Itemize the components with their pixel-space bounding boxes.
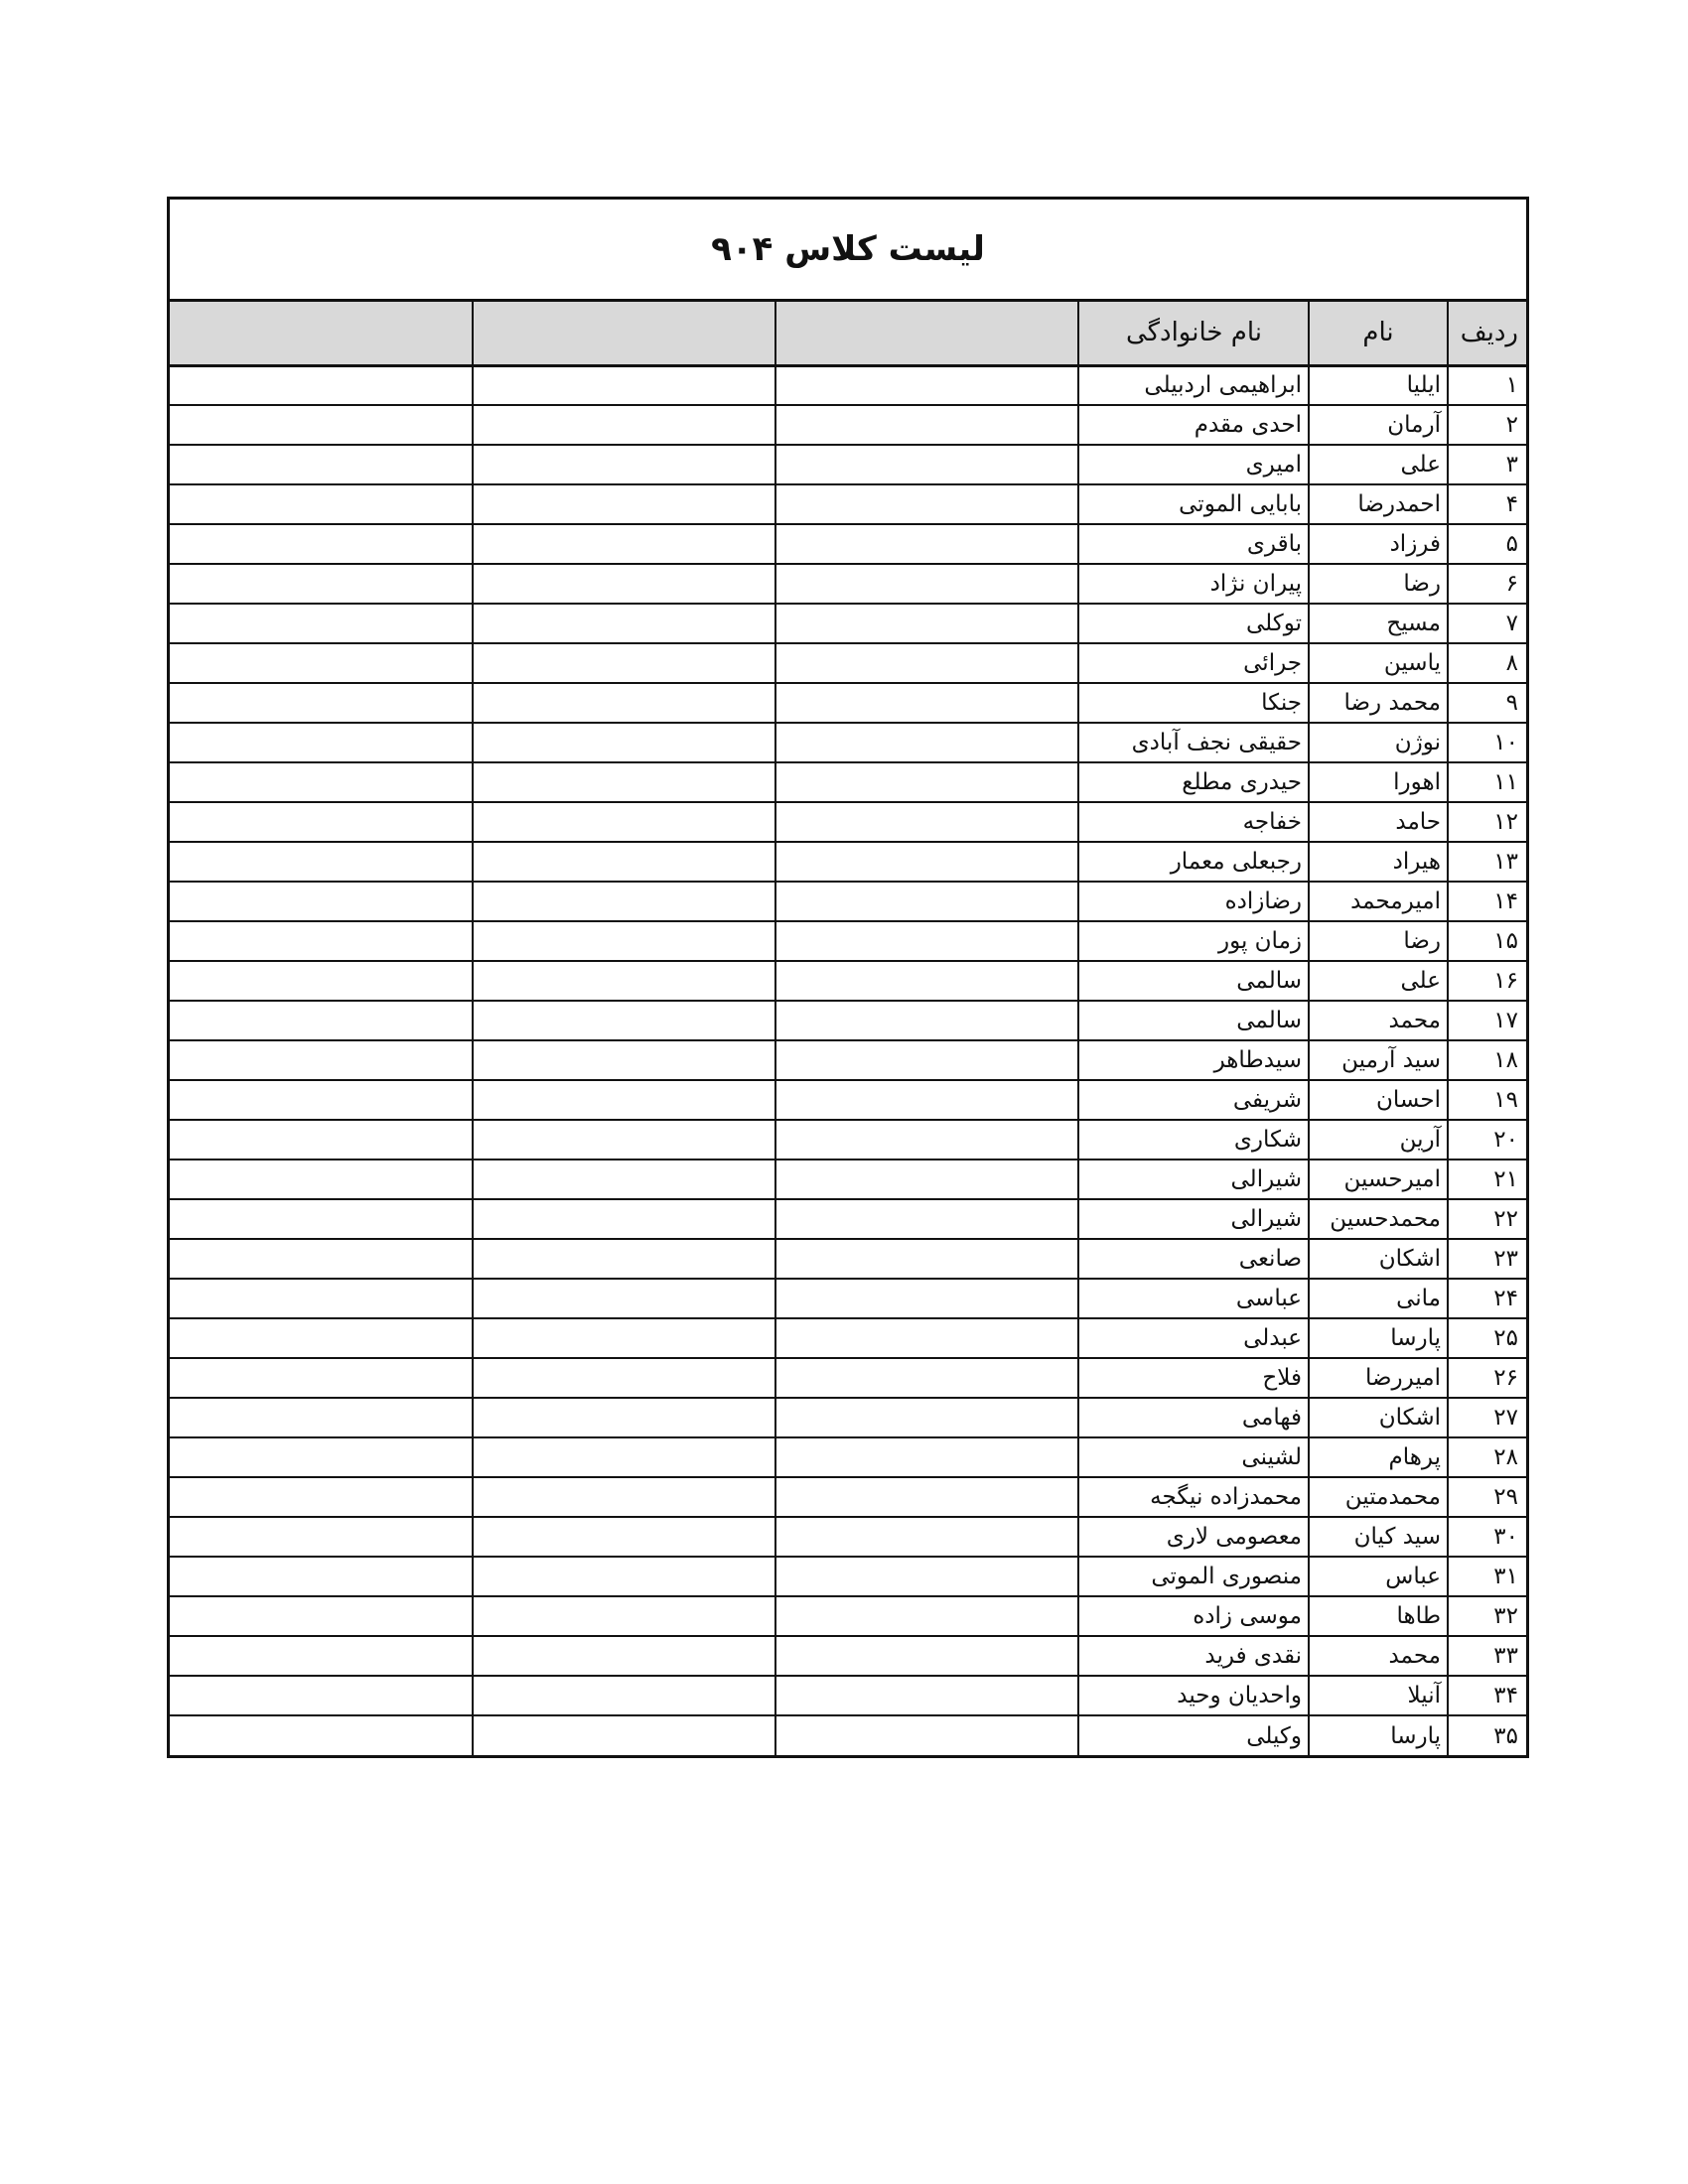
table-row [170, 1160, 1526, 1199]
last-name-cell: توکلی [1078, 604, 1309, 643]
empty-cell [775, 1358, 1078, 1398]
title-row [170, 200, 1526, 302]
empty-cell [473, 1160, 775, 1199]
empty-cell [473, 405, 775, 445]
last-name-cell: جنکا [1078, 683, 1309, 723]
roster-table [170, 302, 1526, 1755]
last-name-cell: موسی زاده [1078, 1596, 1309, 1636]
empty-cell [775, 1398, 1078, 1437]
first-name-cell: رضا [1309, 921, 1448, 961]
row-number-cell: ۱۱ [1448, 762, 1526, 802]
class-roster-sheet [167, 197, 1529, 1758]
first-name-cell: اشکان [1309, 1398, 1448, 1437]
empty-cell [473, 1358, 775, 1398]
table-row [170, 882, 1526, 921]
empty-cell [170, 564, 473, 604]
last-name-cell: شیرالی [1078, 1160, 1309, 1199]
header-row [170, 302, 1526, 365]
last-name-cell: زمان پور [1078, 921, 1309, 961]
first-name-cell: علی [1309, 445, 1448, 484]
table-row [170, 1715, 1526, 1755]
first-name-cell: ایلیا [1309, 365, 1448, 405]
row-number-cell: ۲۷ [1448, 1398, 1526, 1437]
empty-cell [775, 921, 1078, 961]
empty-cell [473, 1080, 775, 1120]
row-number-cell: ۱۲ [1448, 802, 1526, 842]
empty-cell [775, 1318, 1078, 1358]
table-row [170, 524, 1526, 564]
empty-cell [473, 1318, 775, 1358]
table-row [170, 1358, 1526, 1398]
table-row [170, 802, 1526, 842]
table-row [170, 1557, 1526, 1596]
table-row [170, 961, 1526, 1001]
empty-cell [473, 961, 775, 1001]
first-name-cell: آرمان [1309, 405, 1448, 445]
row-number-cell: ۱۹ [1448, 1080, 1526, 1120]
empty-cell [775, 802, 1078, 842]
empty-cell [775, 1477, 1078, 1517]
first-name-cell: امیرمحمد [1309, 882, 1448, 921]
empty-cell [775, 445, 1078, 484]
empty-cell [473, 1636, 775, 1676]
empty-cell [473, 1596, 775, 1636]
empty-cell [170, 802, 473, 842]
empty-cell [170, 484, 473, 524]
empty-cell [170, 1199, 473, 1239]
empty-cell [473, 802, 775, 842]
table-row [170, 1318, 1526, 1358]
empty-cell [473, 524, 775, 564]
last-name-cell: حقیقی نجف آبادی [1078, 723, 1309, 762]
table-row [170, 683, 1526, 723]
empty-cell [170, 1596, 473, 1636]
empty-cell [170, 1040, 473, 1080]
column-header-number: ردیف [1448, 302, 1526, 365]
empty-cell [473, 723, 775, 762]
first-name-cell: اشکان [1309, 1239, 1448, 1279]
empty-cell [170, 1120, 473, 1160]
empty-cell [775, 882, 1078, 921]
row-number-cell: ۷ [1448, 604, 1526, 643]
first-name-cell: اهورا [1309, 762, 1448, 802]
empty-cell [775, 484, 1078, 524]
last-name-cell: ابراهیمی اردبیلی [1078, 365, 1309, 405]
first-name-cell: پارسا [1309, 1318, 1448, 1358]
empty-cell [170, 723, 473, 762]
empty-cell [473, 564, 775, 604]
last-name-cell: سالمی [1078, 961, 1309, 1001]
row-number-cell: ۲۱ [1448, 1160, 1526, 1199]
empty-cell [775, 405, 1078, 445]
empty-cell [775, 1160, 1078, 1199]
empty-cell [170, 1557, 473, 1596]
empty-cell [170, 1279, 473, 1318]
first-name-cell: امیررضا [1309, 1358, 1448, 1398]
empty-cell [473, 1239, 775, 1279]
row-number-cell: ۳ [1448, 445, 1526, 484]
empty-cell [473, 1676, 775, 1715]
last-name-cell: سیدطاهر [1078, 1040, 1309, 1080]
empty-cell [473, 1715, 775, 1755]
first-name-cell: عباس [1309, 1557, 1448, 1596]
empty-cell [473, 1437, 775, 1477]
empty-cell [775, 1596, 1078, 1636]
empty-cell [775, 961, 1078, 1001]
table-row [170, 1398, 1526, 1437]
last-name-cell: باقری [1078, 524, 1309, 564]
row-number-cell: ۳۴ [1448, 1676, 1526, 1715]
row-number-cell: ۲ [1448, 405, 1526, 445]
empty-cell [775, 365, 1078, 405]
last-name-cell: واحدیان وحید [1078, 1676, 1309, 1715]
empty-cell [775, 1239, 1078, 1279]
empty-cell [170, 1080, 473, 1120]
column-header-extra-1 [775, 302, 1078, 365]
empty-cell [473, 921, 775, 961]
first-name-cell: احمدرضا [1309, 484, 1448, 524]
last-name-cell: وکیلی [1078, 1715, 1309, 1755]
empty-cell [775, 1120, 1078, 1160]
empty-cell [170, 1160, 473, 1199]
row-number-cell: ۲۶ [1448, 1358, 1526, 1398]
first-name-cell: مسیح [1309, 604, 1448, 643]
last-name-cell: حیدری مطلع [1078, 762, 1309, 802]
first-name-cell: محمد رضا [1309, 683, 1448, 723]
first-name-cell: امیرحسین [1309, 1160, 1448, 1199]
empty-cell [170, 365, 473, 405]
empty-cell [775, 1080, 1078, 1120]
empty-cell [775, 1199, 1078, 1239]
column-header-last-name: نام خانوادگی [1078, 302, 1309, 365]
first-name-cell: محمدمتین [1309, 1477, 1448, 1517]
table-row [170, 1080, 1526, 1120]
empty-cell [473, 445, 775, 484]
empty-cell [775, 723, 1078, 762]
first-name-cell: سید کیان [1309, 1517, 1448, 1557]
empty-cell [170, 1676, 473, 1715]
table-row [170, 405, 1526, 445]
empty-cell [170, 1437, 473, 1477]
empty-cell [775, 643, 1078, 683]
table-row [170, 723, 1526, 762]
empty-cell [170, 643, 473, 683]
empty-cell [775, 564, 1078, 604]
row-number-cell: ۱۷ [1448, 1001, 1526, 1040]
empty-cell [775, 1040, 1078, 1080]
empty-cell [170, 842, 473, 882]
row-number-cell: ۳۱ [1448, 1557, 1526, 1596]
table-row [170, 604, 1526, 643]
first-name-cell: احسان [1309, 1080, 1448, 1120]
empty-cell [473, 365, 775, 405]
empty-cell [170, 1001, 473, 1040]
row-number-cell: ۱ [1448, 365, 1526, 405]
table-row [170, 1239, 1526, 1279]
last-name-cell: شریفی [1078, 1080, 1309, 1120]
empty-cell [473, 1517, 775, 1557]
empty-cell [473, 683, 775, 723]
empty-cell [170, 882, 473, 921]
row-number-cell: ۱۸ [1448, 1040, 1526, 1080]
table-row [170, 1199, 1526, 1239]
empty-cell [775, 1636, 1078, 1676]
table-row [170, 1279, 1526, 1318]
table-row [170, 1120, 1526, 1160]
empty-cell [170, 1358, 473, 1398]
last-name-cell: معصومی لاری [1078, 1517, 1309, 1557]
row-number-cell: ۱۰ [1448, 723, 1526, 762]
page-title: لیست کلاس ۹۰۴ [711, 229, 985, 269]
row-number-cell: ۱۴ [1448, 882, 1526, 921]
empty-cell [473, 604, 775, 643]
first-name-cell: محمدحسین [1309, 1199, 1448, 1239]
first-name-cell: رضا [1309, 564, 1448, 604]
empty-cell [170, 762, 473, 802]
row-number-cell: ۳۳ [1448, 1636, 1526, 1676]
row-number-cell: ۳۲ [1448, 1596, 1526, 1636]
empty-cell [775, 1437, 1078, 1477]
empty-cell [775, 762, 1078, 802]
empty-cell [775, 683, 1078, 723]
first-name-cell: طاها [1309, 1596, 1448, 1636]
empty-cell [473, 643, 775, 683]
last-name-cell: رجبعلی معمار [1078, 842, 1309, 882]
row-number-cell: ۲۲ [1448, 1199, 1526, 1239]
last-name-cell: جرائی [1078, 643, 1309, 683]
empty-cell [775, 1279, 1078, 1318]
empty-cell [170, 405, 473, 445]
empty-cell [170, 1477, 473, 1517]
empty-cell [473, 1040, 775, 1080]
row-number-cell: ۲۵ [1448, 1318, 1526, 1358]
empty-cell [170, 445, 473, 484]
first-name-cell: فرزاد [1309, 524, 1448, 564]
empty-cell [170, 1636, 473, 1676]
empty-cell [170, 921, 473, 961]
column-header-first-name: نام [1309, 302, 1448, 365]
last-name-cell: صانعی [1078, 1239, 1309, 1279]
row-number-cell: ۶ [1448, 564, 1526, 604]
empty-cell [170, 604, 473, 643]
last-name-cell: منصوری الموتی [1078, 1557, 1309, 1596]
table-row [170, 921, 1526, 961]
empty-cell [775, 1676, 1078, 1715]
empty-cell [473, 762, 775, 802]
table-row [170, 484, 1526, 524]
last-name-cell: احدی مقدم [1078, 405, 1309, 445]
last-name-cell: خفاجه [1078, 802, 1309, 842]
empty-cell [473, 1477, 775, 1517]
empty-cell [473, 484, 775, 524]
first-name-cell: پرهام [1309, 1437, 1448, 1477]
roster-body [170, 365, 1526, 1755]
first-name-cell: علی [1309, 961, 1448, 1001]
empty-cell [170, 524, 473, 564]
first-name-cell: آنیلا [1309, 1676, 1448, 1715]
row-number-cell: ۵ [1448, 524, 1526, 564]
row-number-cell: ۱۳ [1448, 842, 1526, 882]
row-number-cell: ۲۸ [1448, 1437, 1526, 1477]
empty-cell [473, 1557, 775, 1596]
table-row [170, 1517, 1526, 1557]
empty-cell [775, 1715, 1078, 1755]
last-name-cell: امیری [1078, 445, 1309, 484]
last-name-cell: پیران نژاد [1078, 564, 1309, 604]
table-row [170, 842, 1526, 882]
last-name-cell: محمدزاده نیگجه [1078, 1477, 1309, 1517]
empty-cell [170, 683, 473, 723]
empty-cell [775, 1517, 1078, 1557]
table-row [170, 564, 1526, 604]
first-name-cell: محمد [1309, 1001, 1448, 1040]
empty-cell [473, 1120, 775, 1160]
empty-cell [775, 604, 1078, 643]
empty-cell [170, 1318, 473, 1358]
last-name-cell: سالمی [1078, 1001, 1309, 1040]
last-name-cell: شکاری [1078, 1120, 1309, 1160]
row-number-cell: ۲۰ [1448, 1120, 1526, 1160]
empty-cell [473, 842, 775, 882]
table-row [170, 1437, 1526, 1477]
first-name-cell: نوژن [1309, 723, 1448, 762]
last-name-cell: بابایی الموتی [1078, 484, 1309, 524]
empty-cell [775, 1001, 1078, 1040]
last-name-cell: عبدلی [1078, 1318, 1309, 1358]
empty-cell [170, 1239, 473, 1279]
empty-cell [473, 1199, 775, 1239]
table-row [170, 445, 1526, 484]
empty-cell [170, 961, 473, 1001]
empty-cell [775, 1557, 1078, 1596]
last-name-cell: نقدی فرید [1078, 1636, 1309, 1676]
empty-cell [170, 1715, 473, 1755]
table-row [170, 1040, 1526, 1080]
first-name-cell: هیراد [1309, 842, 1448, 882]
row-number-cell: ۴ [1448, 484, 1526, 524]
empty-cell [473, 1279, 775, 1318]
last-name-cell: لشینی [1078, 1437, 1309, 1477]
row-number-cell: ۲۳ [1448, 1239, 1526, 1279]
table-row [170, 1676, 1526, 1715]
first-name-cell: آرین [1309, 1120, 1448, 1160]
row-number-cell: ۹ [1448, 683, 1526, 723]
column-header-extra-2 [473, 302, 775, 365]
row-number-cell: ۳۰ [1448, 1517, 1526, 1557]
last-name-cell: شیرالی [1078, 1199, 1309, 1239]
first-name-cell: مانی [1309, 1279, 1448, 1318]
row-number-cell: ۳۵ [1448, 1715, 1526, 1755]
empty-cell [473, 882, 775, 921]
table-row [170, 1001, 1526, 1040]
first-name-cell: پارسا [1309, 1715, 1448, 1755]
table-row [170, 762, 1526, 802]
table-row [170, 643, 1526, 683]
last-name-cell: رضازاده [1078, 882, 1309, 921]
row-number-cell: ۲۴ [1448, 1279, 1526, 1318]
first-name-cell: سید آرمین [1309, 1040, 1448, 1080]
first-name-cell: یاسین [1309, 643, 1448, 683]
table-row [170, 1477, 1526, 1517]
row-number-cell: ۲۹ [1448, 1477, 1526, 1517]
column-header-extra-3 [170, 302, 473, 365]
empty-cell [775, 842, 1078, 882]
empty-cell [473, 1398, 775, 1437]
first-name-cell: محمد [1309, 1636, 1448, 1676]
last-name-cell: فهامی [1078, 1398, 1309, 1437]
table-row [170, 1636, 1526, 1676]
empty-cell [170, 1398, 473, 1437]
first-name-cell: حامد [1309, 802, 1448, 842]
row-number-cell: ۸ [1448, 643, 1526, 683]
row-number-cell: ۱۶ [1448, 961, 1526, 1001]
table-row [170, 1596, 1526, 1636]
row-number-cell: ۱۵ [1448, 921, 1526, 961]
last-name-cell: فلاح [1078, 1358, 1309, 1398]
empty-cell [170, 1517, 473, 1557]
empty-cell [473, 1001, 775, 1040]
last-name-cell: عباسی [1078, 1279, 1309, 1318]
empty-cell [775, 524, 1078, 564]
table-row [170, 365, 1526, 405]
